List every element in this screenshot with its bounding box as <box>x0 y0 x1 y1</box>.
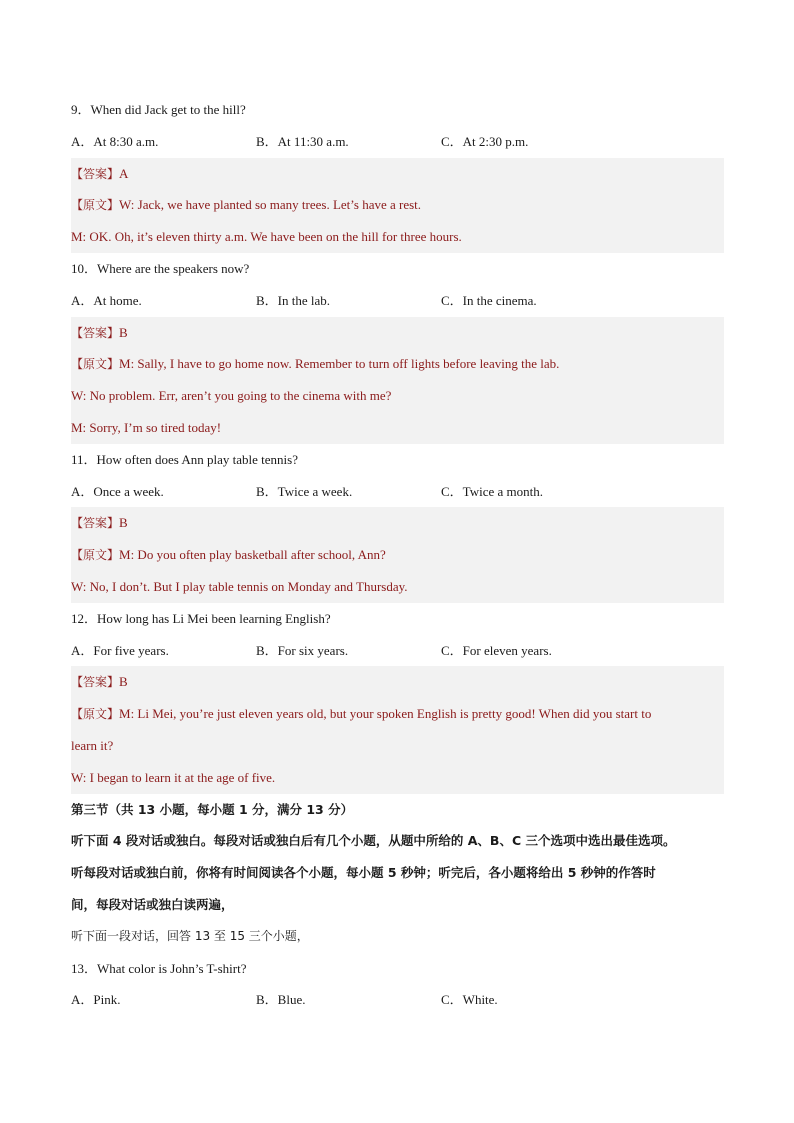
option-c: C．At 2:30 p.m. <box>441 133 529 149</box>
transcript-12-line-2: learn it? <box>71 730 724 762</box>
transcript-12-line-3: W: I began to learn it at the age of five. <box>71 762 724 794</box>
option-b: B．In the lab. <box>256 292 331 308</box>
instructions-line-2: 听每段对话或独白前，你将有时间阅读各个小题，每小题 5 秒钟；听完后，各小题将给出 5 秒钟的作答时 <box>71 865 656 881</box>
transcript-12-line-1: 【原文】M: Li Mei, you’re just eleven years old, but your spoken English is pretty good! When did you start to <box>71 698 724 730</box>
question-10: 10．Where are the speakers now? <box>71 260 250 276</box>
options-10 <box>71 285 724 317</box>
options-9 <box>71 126 724 158</box>
question-9: 9．When did Jack get to the hill? <box>71 102 246 117</box>
transcript-10-line-1: 【原文】M: Sally, I have to go home now. Remember to turn off lights before leaving the lab. <box>71 348 724 380</box>
question-11: 11．How often does Ann play table tennis? <box>71 451 298 467</box>
instructions-line-1: 听下面 4 段对话或独白。每段对话或独白后有几个小题，从题中所给的 A、B、C 三个选项中选出最佳选项。 <box>71 833 676 849</box>
answer-11: 【答案】B <box>71 507 724 539</box>
option-c: C．In the cinema. <box>441 292 537 308</box>
option-a: A．At home. <box>71 292 142 308</box>
option-c: C．White. <box>441 992 498 1008</box>
question-12: 12．How long has Li Mei been learning English? <box>71 610 331 626</box>
dialogue-intro: 听下面一段对话，回答 13 至 15 三个小题， <box>71 928 309 943</box>
option-b: B．At 11:30 a.m. <box>256 133 349 149</box>
option-b: B．Twice a week. <box>256 483 353 499</box>
options-11 <box>71 476 724 508</box>
transcript-10-line-2: W: No problem. Err, aren’t you going to the cinema with me? <box>71 380 724 412</box>
transcript-11-line-1: 【原文】M: Do you often play basketball after school, Ann? <box>71 539 724 571</box>
options-12 <box>71 635 724 667</box>
option-a: A．Once a week. <box>71 483 164 499</box>
transcript-9-line-2: M: OK. Oh, it’s eleven thirty a.m. We have been on the hill for three hours. <box>71 221 724 253</box>
option-b: B．For six years. <box>256 642 349 658</box>
question-13: 13．What color is John’s T-shirt? <box>71 960 247 976</box>
exam-page <box>71 94 724 1016</box>
answer-12: 【答案】B <box>71 666 724 698</box>
section-heading: 第三节（共 13 小题，每小题 1 分，满分 13 分） <box>71 801 354 817</box>
option-c: C．Twice a month. <box>441 483 543 499</box>
option-a: A．For five years. <box>71 642 169 658</box>
option-c: C．For eleven years. <box>441 642 552 658</box>
option-a: A．Pink. <box>71 992 121 1008</box>
transcript-9-line-1: 【原文】W: Jack, we have planted so many trees. Let’s have a rest. <box>71 189 724 221</box>
option-b: B．Blue. <box>256 992 306 1008</box>
transcript-11-line-2: W: No, I don’t. But I play table tennis on Monday and Thursday. <box>71 571 724 603</box>
answer-9: 【答案】A <box>71 158 724 190</box>
options-13 <box>71 984 724 1016</box>
answer-10: 【答案】B <box>71 317 724 349</box>
instructions-line-3: 间，每段对话或独白读两遍， <box>71 896 234 912</box>
option-a: A．At 8:30 a.m. <box>71 133 159 149</box>
transcript-10-line-3: M: Sorry, I’m so tired today! <box>71 412 724 444</box>
